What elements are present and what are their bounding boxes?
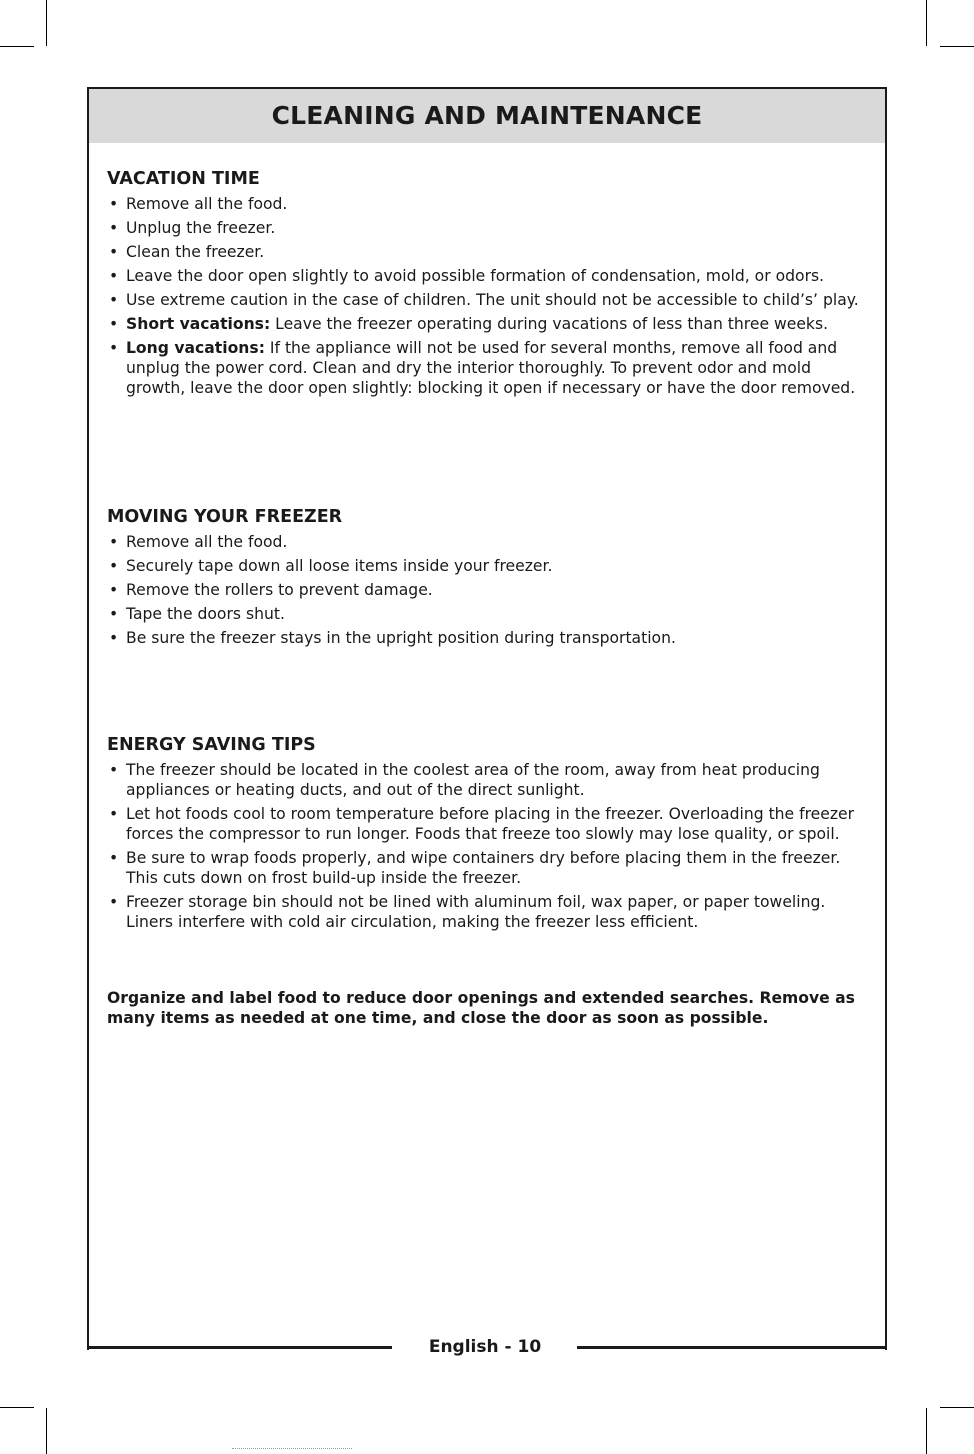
- page-number: English - 10: [428, 1337, 542, 1357]
- list-item: • Unplug the freezer.: [109, 219, 276, 237]
- bullet-icon: •: [109, 805, 119, 823]
- bullet-icon: •: [109, 267, 119, 285]
- bullet-list: [107, 194, 867, 398]
- page-frame: [87, 87, 887, 1350]
- section-vacation-time: [107, 168, 867, 402]
- list-item: • Be sure to wrap foods properly, and wipe containers dry before placing them in the freezer. This cuts down on frost build-up inside the freezer.: [109, 849, 841, 887]
- bullet-icon: •: [109, 761, 119, 779]
- bullet-icon: •: [109, 315, 119, 333]
- crop-mark: [926, 1408, 927, 1454]
- list-item: • Remove all the food.: [109, 533, 288, 551]
- list-item: • Use extreme caution in the case of children. The unit should not be accessible to child’s’ play.: [109, 291, 859, 309]
- section-heading: ENERGY SAVING TIPS: [107, 735, 316, 755]
- bullet-icon: •: [109, 605, 119, 623]
- bullet-icon: •: [109, 219, 119, 237]
- bullet-icon: •: [109, 533, 119, 551]
- crop-mark: [0, 46, 34, 47]
- closing-note: Organize and label food to reduce door openings and extended searches. Remove as many items as needed at one time, and close the door as soon as possible.: [107, 989, 855, 1027]
- list-item: • The freezer should be located in the coolest area of the room, away from heat producing appliances or heating ducts, and out of the direct sunlight.: [109, 761, 820, 799]
- page-title: CLEANING AND MAINTENANCE: [271, 101, 703, 130]
- section-heading: MOVING YOUR FREEZER: [107, 507, 343, 527]
- bullet-icon: •: [109, 195, 119, 213]
- bullet-icon: •: [109, 629, 119, 647]
- crop-mark: [940, 1407, 974, 1408]
- crop-mark: [46, 1408, 47, 1454]
- bullet-list: [107, 760, 867, 932]
- list-item: • Leave the door open slightly to avoid possible formation of condensation, mold, or odors.: [109, 267, 825, 285]
- list-item: • Tape the doors shut.: [109, 605, 285, 623]
- list-item: • Remove the rollers to prevent damage.: [109, 581, 433, 599]
- title-bar: [89, 89, 885, 143]
- list-item: • Securely tape down all loose items inside your freezer.: [109, 557, 553, 575]
- section-moving-your-freezer: [107, 506, 867, 652]
- bullet-icon: •: [109, 581, 119, 599]
- list-item: • Short vacations: Leave the freezer operating during vacations of less than three weeks.: [109, 315, 829, 333]
- list-item: • Remove all the food.: [109, 195, 288, 213]
- printer-slug: [232, 1448, 352, 1452]
- bullet-icon: •: [109, 291, 119, 309]
- section-heading: VACATION TIME: [107, 169, 260, 189]
- bullet-icon: •: [109, 893, 119, 911]
- section-energy-saving-tips: [107, 734, 867, 936]
- bullet-icon: •: [109, 557, 119, 575]
- bullet-icon: •: [109, 339, 119, 357]
- crop-mark: [926, 0, 927, 46]
- list-item: • Clean the freezer.: [109, 243, 265, 261]
- list-item: • Be sure the freezer stays in the upright position during transportation.: [109, 629, 676, 647]
- crop-mark: [46, 0, 47, 46]
- footer-rule-left: [87, 1346, 392, 1349]
- crop-mark: [0, 1407, 34, 1408]
- list-item: • Freezer storage bin should not be lined with aluminum foil, wax paper, or paper toweling. Liners interfere with cold air circulation, making the freezer less efficient.: [109, 893, 826, 931]
- crop-mark: [940, 46, 974, 47]
- bullet-icon: •: [109, 849, 119, 867]
- bullet-list: [107, 532, 867, 648]
- bullet-icon: •: [109, 243, 119, 261]
- footer-rule-right: [577, 1346, 887, 1349]
- list-item: • Let hot foods cool to room temperature before placing in the freezer. Overloading the freezer forces the compressor to run longer. Foods that freeze too slowly may lose quality, or spoil.: [109, 805, 855, 843]
- list-item: • Long vacations: If the appliance will not be used for several months, remove all food and unplug the power cord. Clean and dry the interior thoroughly. To prevent odor and mold growth, leave the door open slightly: blocking it open if necessary or have the door removed.: [109, 339, 856, 397]
